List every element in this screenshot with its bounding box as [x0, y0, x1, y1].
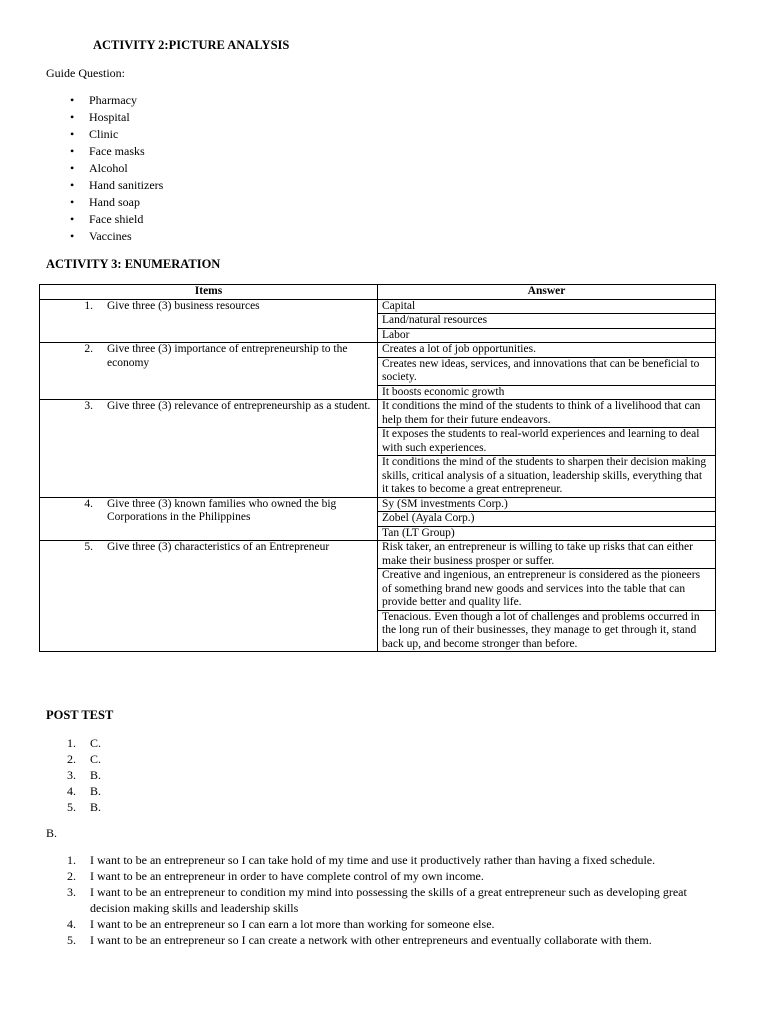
item-number: 1. [84, 299, 93, 312]
item-text: Give three (3) characteristics of an Entrepreneur [107, 541, 330, 553]
item-number: 2. [84, 343, 93, 355]
answer-value: B. [90, 768, 102, 782]
list-item [52, 917, 712, 933]
list-item [52, 736, 101, 752]
table-row [40, 343, 716, 358]
list-item [52, 800, 101, 816]
list-item [52, 853, 712, 869]
list-item [52, 869, 712, 885]
table-row [40, 400, 716, 428]
bullet-item: • Vaccines [70, 229, 163, 246]
item-cell [40, 343, 378, 400]
item-cell [40, 299, 378, 343]
answer-cell: It conditions the mind of the students to think of a livelihood that can help them for their future endeavors. [378, 400, 716, 428]
activity2-title: ACTIVITY 2:PICTURE ANALYSIS [93, 38, 290, 52]
items-header: Items [40, 285, 378, 300]
answer-cell: It boosts economic growth [378, 385, 716, 400]
item-number: 4. [84, 497, 93, 510]
table-row [40, 299, 716, 314]
item-number: 3. [84, 400, 93, 412]
table-row [40, 497, 716, 512]
bullet-item: • Alcohol [70, 161, 163, 178]
list-number: 2. [67, 752, 76, 766]
list-item [52, 933, 712, 949]
list-item [52, 768, 101, 784]
bullet-item: • Clinic [70, 127, 163, 144]
list-text: I want to be an entrepreneur so I can create a network with other entrepreneurs and eventually collaborate with them. [90, 932, 652, 947]
item-text: Give three (3) relevance of entrepreneurship as a student. [107, 400, 371, 412]
part-b-label: B. [46, 826, 58, 840]
answer-cell: Capital [378, 299, 716, 314]
table-row [40, 541, 716, 569]
bullet-item: • Pharmacy [70, 93, 163, 110]
bullet-item: • Face shield [70, 212, 163, 229]
answer-value: B. [90, 800, 102, 814]
bullet-item: • Hospital [70, 110, 163, 127]
item-text: Give three (3) known families who owned the big Corporations in the Philippines [107, 497, 337, 523]
list-number: 3. [67, 885, 76, 899]
list-number: 2. [67, 869, 76, 883]
answer-header: Answer [378, 285, 716, 300]
list-number: 5. [67, 932, 76, 947]
activity3-title: ACTIVITY 3: ENUMERATION [46, 257, 221, 271]
item-cell [40, 400, 378, 498]
answer-cell: It exposes the students to real-world experiences and learning to deal with such experiences. [378, 428, 716, 456]
table-header-row [40, 285, 716, 300]
list-number: 4. [67, 916, 76, 931]
part-b-list [52, 853, 712, 949]
list-number: 3. [67, 768, 76, 782]
list-number: 4. [67, 784, 76, 798]
answer-cell: Creates new ideas, services, and innovations that can be beneficial to society. [378, 357, 716, 385]
post-test-answer-list [52, 736, 101, 816]
answer-value: B. [90, 784, 102, 798]
list-text: I want to be an entrepreneur in order to have complete control of my own income. [90, 869, 484, 883]
answer-cell: Creates a lot of job opportunities. [378, 343, 716, 358]
answer-cell: It conditions the mind of the students to sharpen their decision making skills, critical analysis of a situation, leadership skills, everything that it takes to become a great entrepreneur. [378, 456, 716, 498]
list-text: I want to be an entrepreneur so I can earn a lot more than working for someone else. [90, 916, 495, 931]
guide-bullet-list [70, 93, 163, 246]
answer-cell: Creative and ingenious, an entrepreneur is considered as the pioneers of something brand new goods and services into the table that can provide better and quality life. [378, 569, 716, 611]
answer-cell: Labor [378, 328, 716, 343]
list-text: I want to be an entrepreneur so I can take hold of my time and use it productively rather than having a fixed schedule. [90, 853, 656, 867]
bullet-item: • Hand soap [70, 195, 163, 212]
list-number: 5. [67, 800, 76, 814]
post-test-title: POST TEST [46, 708, 114, 722]
list-item [52, 752, 101, 768]
bullet-item: • Face masks [70, 144, 163, 161]
item-cell [40, 497, 378, 541]
answer-value: C. [90, 736, 102, 750]
answer-value: C. [90, 752, 102, 766]
item-number: 5. [84, 541, 93, 553]
answer-cell: Sy (SM investments Corp.) [378, 497, 716, 512]
answer-cell: Tenacious. Even though a lot of challenges and problems occurred in the long run of their businesses, they manage to get through it, stand back up, and become stronger than before. [378, 610, 716, 652]
answer-cell: Land/natural resources [378, 314, 716, 329]
list-text: I want to be an entrepreneur to condition my mind into possessing the skills of a great entrepreneur such as developing great decision making skills and leadership skills [90, 885, 687, 915]
answer-cell: Zobel (Ayala Corp.) [378, 512, 716, 527]
list-number: 1. [67, 853, 76, 867]
list-number: 1. [67, 736, 76, 750]
list-item [52, 784, 101, 800]
item-text: Give three (3) business resources [107, 299, 260, 312]
list-item [52, 885, 712, 916]
item-cell [40, 541, 378, 652]
enumeration-table [39, 284, 716, 652]
answer-cell: Risk taker, an entrepreneur is willing to take up risks that can either make their business prosper or suffer. [378, 541, 716, 569]
answer-cell: Tan (LT Group) [378, 526, 716, 541]
item-text: Give three (3) importance of entrepreneurship to the economy [107, 343, 348, 369]
guide-question-label: Guide Question: [46, 66, 125, 80]
bullet-item: • Hand sanitizers [70, 178, 163, 195]
